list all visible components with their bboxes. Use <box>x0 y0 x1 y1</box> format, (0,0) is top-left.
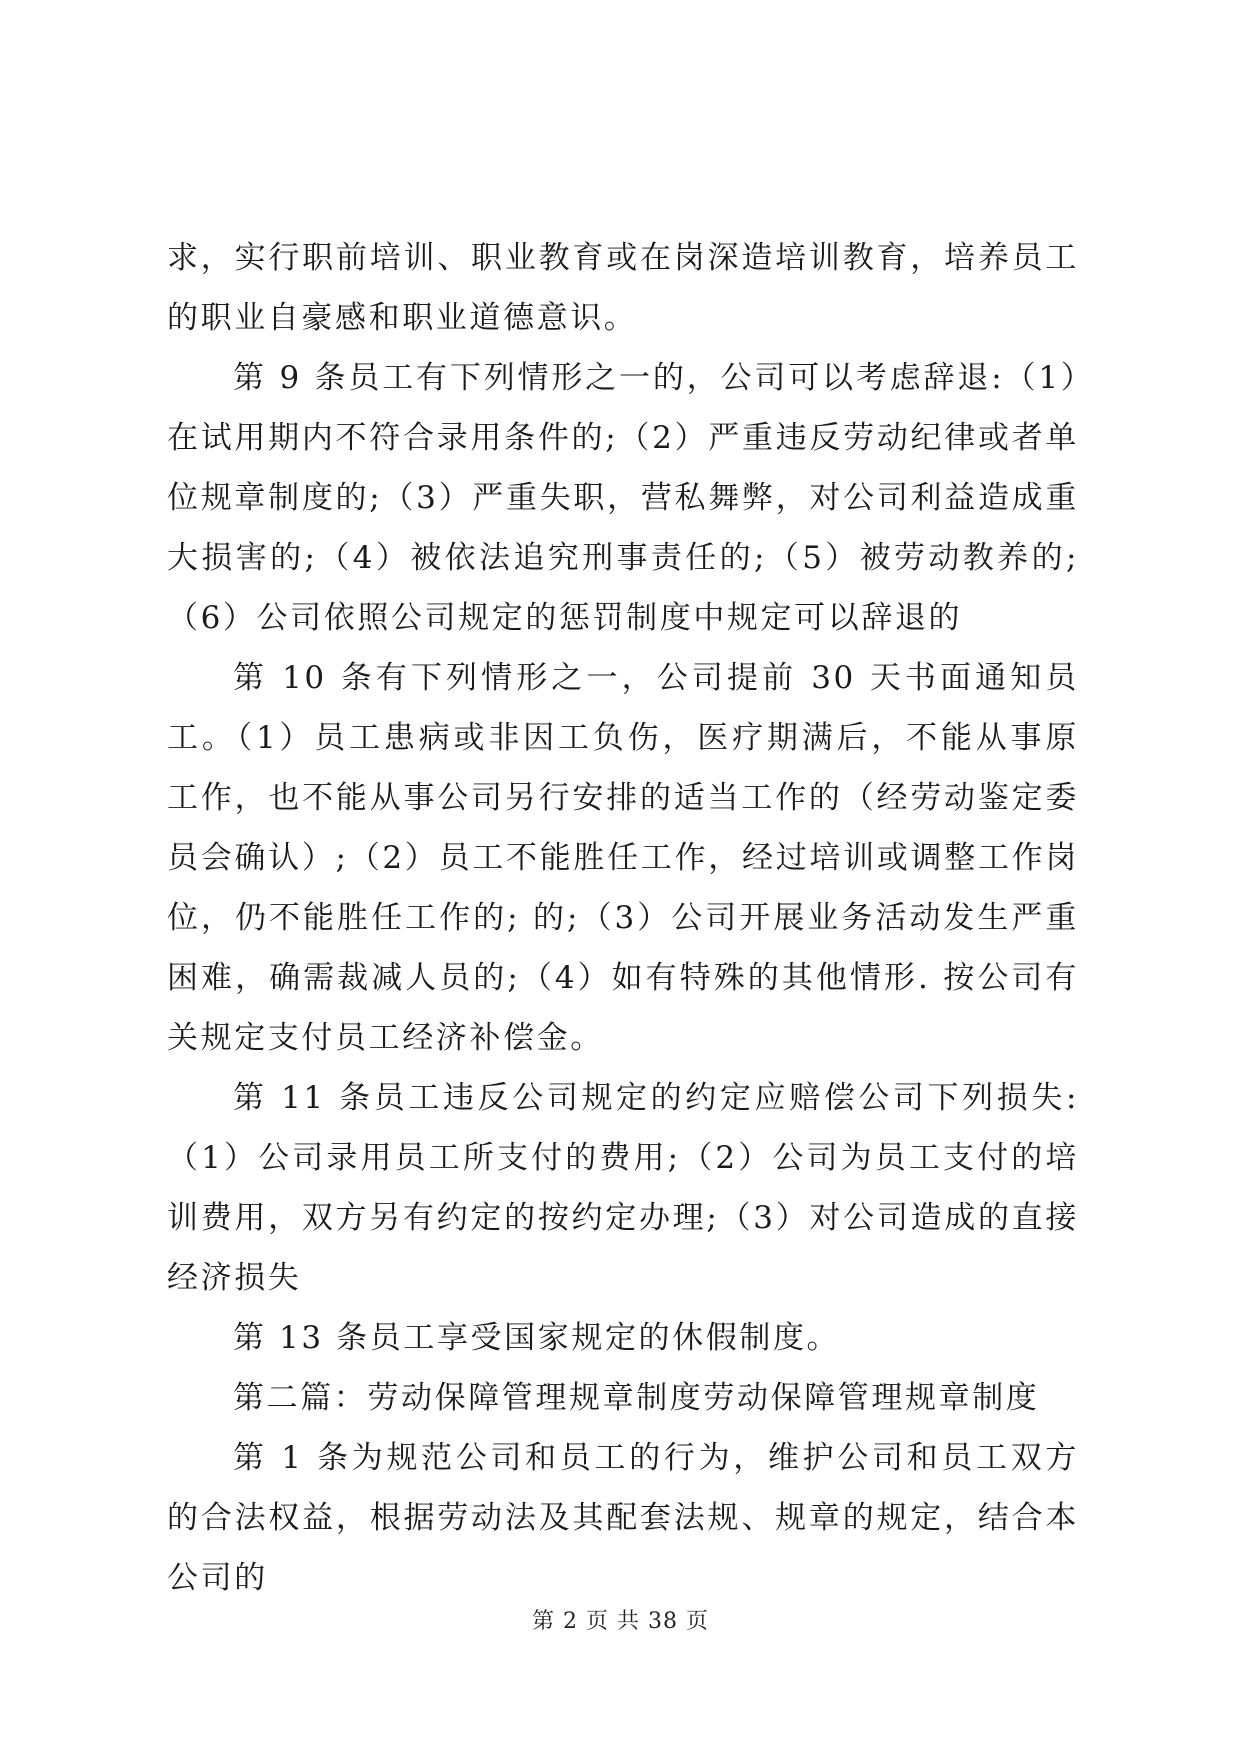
document-body <box>167 228 1079 1608</box>
paragraph-article-9: 第 9 条员工有下列情形之一的，公司可以考虑辞退:（1）在试用期内不符合录用条件的;（2）严重违反劳动纪律或者单位规章制度的;（3）严重失职，营私舞弊，对公司利益造成重大损害的;（4）被依法追究刑事责任的;（5）被劳动教养的;（6）公司依照公司规定的惩罚制度中规定可以辞退的 <box>167 360 1079 636</box>
paragraph-section-heading: 第二篇：劳动保障管理规章制度劳动保障管理规章制度 <box>233 1380 1040 1416</box>
paragraph-article-10: 第 10 条有下列情形之一，公司提前 30 天书面通知员工。（1）员工患病或非因工负伤，医疗期满后，不能从事原工作，也不能从事公司另行安排的适当工作的（经劳动鉴定委员会确认）;（2）员工不能胜任工作，经过培训或调整工作岗位，仍不能胜任工作的; 的;（3）公司开展业务活动发生严重困难，确需裁减人员的;（4）如有特殊的其他情形. 按公司有关规定支付员工经济补偿金。 <box>167 660 1079 1056</box>
paragraph-article-11: 第 11 条员工违反公司规定的约定应赔偿公司下列损失:（1）公司录用员工所支付的费用;（2）公司为员工支付的培训费用，双方另有约定的按约定办理;（3）对公司造成的直接经济损失 <box>167 1080 1079 1296</box>
paragraph-article-1: 第 1 条为规范公司和员工的行为，维护公司和员工双方的合法权益，根据劳动法及其配套法规、规章的规定，结合本公司的 <box>167 1440 1079 1596</box>
page-number: 第 2 页 共 38 页 <box>532 1609 709 1634</box>
paragraph-article-13: 第 13 条员工享受国家规定的休假制度。 <box>233 1320 841 1356</box>
paragraph-1: 求，实行职前培训、职业教育或在岗深造培训教育，培养员工的职业自豪感和职业道德意识。 <box>167 240 1079 336</box>
